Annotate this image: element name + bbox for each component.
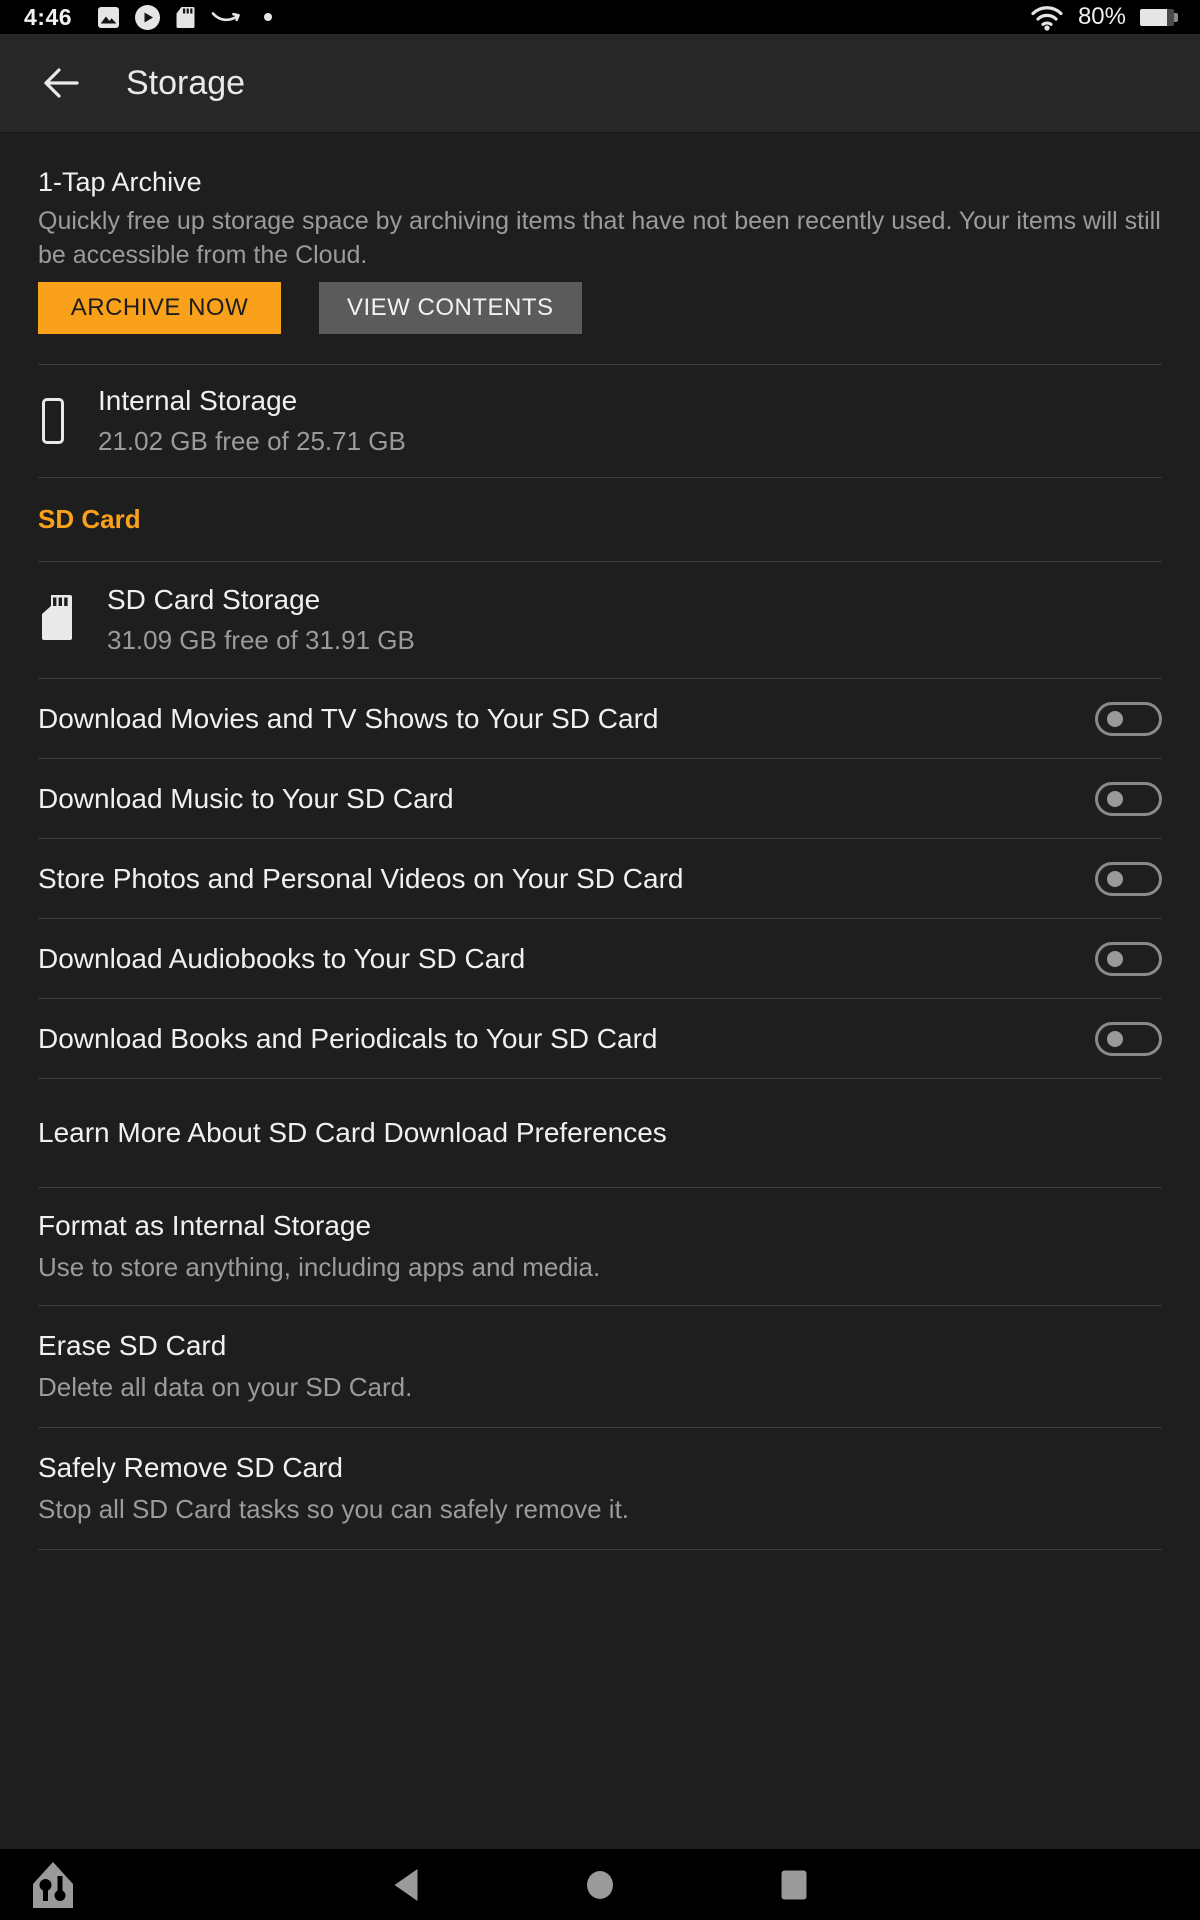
erase-sd-card-row[interactable] [38, 1306, 1162, 1427]
tablet-icon [42, 398, 64, 444]
back-arrow-icon [42, 67, 80, 99]
format-as-internal-row[interactable] [38, 1188, 1162, 1305]
content [0, 167, 1200, 1550]
wifi-icon [1030, 4, 1064, 31]
toggle-row-books[interactable] [38, 999, 1162, 1079]
header [0, 34, 1200, 133]
sd-card-storage-row[interactable] [38, 562, 1162, 678]
archive-description: Quickly free up storage space by archiving items that have not been recently used. Your items will still be accessible from the Cloud. [38, 207, 1161, 269]
battery-percent: 80% [1077, 3, 1126, 30]
clock: 4:46 [24, 3, 73, 30]
status-bar [0, 0, 1200, 34]
photos-icon [98, 7, 119, 28]
toggle-label: Download Audiobooks to Your SD Card [38, 942, 526, 974]
archive-section-title: 1-Tap Archive [38, 167, 202, 197]
toggle-label: Download Books and Periodicals to Your SD Card [38, 1022, 658, 1054]
learn-more-link[interactable]: Learn More About SD Card Download Preferences [38, 1117, 667, 1148]
smart-home-icon[interactable] [32, 1861, 74, 1909]
toggle-row-movies[interactable] [38, 679, 1162, 759]
toggle-switch[interactable] [1095, 862, 1162, 896]
notification-dot [264, 13, 272, 21]
sd-card-icon [42, 594, 73, 646]
toggle-knob [1107, 951, 1123, 967]
back-icon[interactable] [395, 1869, 418, 1901]
sd-card-storage-title: SD Card Storage [107, 584, 321, 615]
toggle-knob [1107, 791, 1123, 807]
recents-icon[interactable] [782, 1870, 807, 1899]
navigation-bar [0, 1849, 1200, 1920]
battery-icon [1140, 9, 1174, 26]
toggle-knob [1107, 871, 1123, 887]
internal-storage-free-space: 21.02 GB free of 25.71 GB [98, 426, 406, 456]
toggle-label: Store Photos and Personal Videos on Your SD Card [38, 862, 684, 894]
toggle-switch[interactable] [1095, 942, 1162, 976]
toggle-row-music[interactable] [38, 759, 1162, 839]
toggle-label: Download Movies and TV Shows to Your SD Card [38, 702, 659, 734]
safely-remove-sd-card-row[interactable] [38, 1428, 1162, 1549]
action-title: Erase SD Card [38, 1330, 227, 1361]
action-title: Safely Remove SD Card [38, 1452, 344, 1483]
archive-now-button[interactable]: ARCHIVE NOW [38, 282, 281, 334]
action-title: Format as Internal Storage [38, 1210, 372, 1241]
toggle-switch[interactable] [1095, 1022, 1162, 1056]
view-contents-button[interactable]: VIEW CONTENTS [319, 282, 582, 334]
play-icon [135, 5, 160, 30]
amazon-smile-icon [211, 10, 242, 25]
toggle-row-photos[interactable] [38, 839, 1162, 919]
toggle-knob [1107, 1031, 1123, 1047]
toggle-switch[interactable] [1095, 702, 1162, 736]
divider [38, 1549, 1162, 1550]
page-title: Storage [126, 63, 246, 102]
sd-card-icon [176, 6, 195, 29]
sd-card-free-space: 31.09 GB free of 31.91 GB [107, 625, 415, 655]
home-icon[interactable] [587, 1871, 613, 1899]
internal-storage-title: Internal Storage [98, 385, 298, 416]
back-button[interactable] [42, 67, 80, 99]
toggle-knob [1107, 711, 1123, 727]
toggle-label: Download Music to Your SD Card [38, 782, 454, 814]
sd-card-section-label: SD Card [38, 504, 141, 534]
action-subtitle: Stop all SD Card tasks so you can safely remove it. [38, 1494, 630, 1524]
toggle-row-audiobooks[interactable] [38, 919, 1162, 999]
toggle-switch[interactable] [1095, 782, 1162, 816]
action-subtitle: Delete all data on your SD Card. [38, 1372, 413, 1402]
internal-storage-row[interactable] [38, 365, 1162, 477]
action-subtitle: Use to store anything, including apps and media. [38, 1252, 601, 1282]
